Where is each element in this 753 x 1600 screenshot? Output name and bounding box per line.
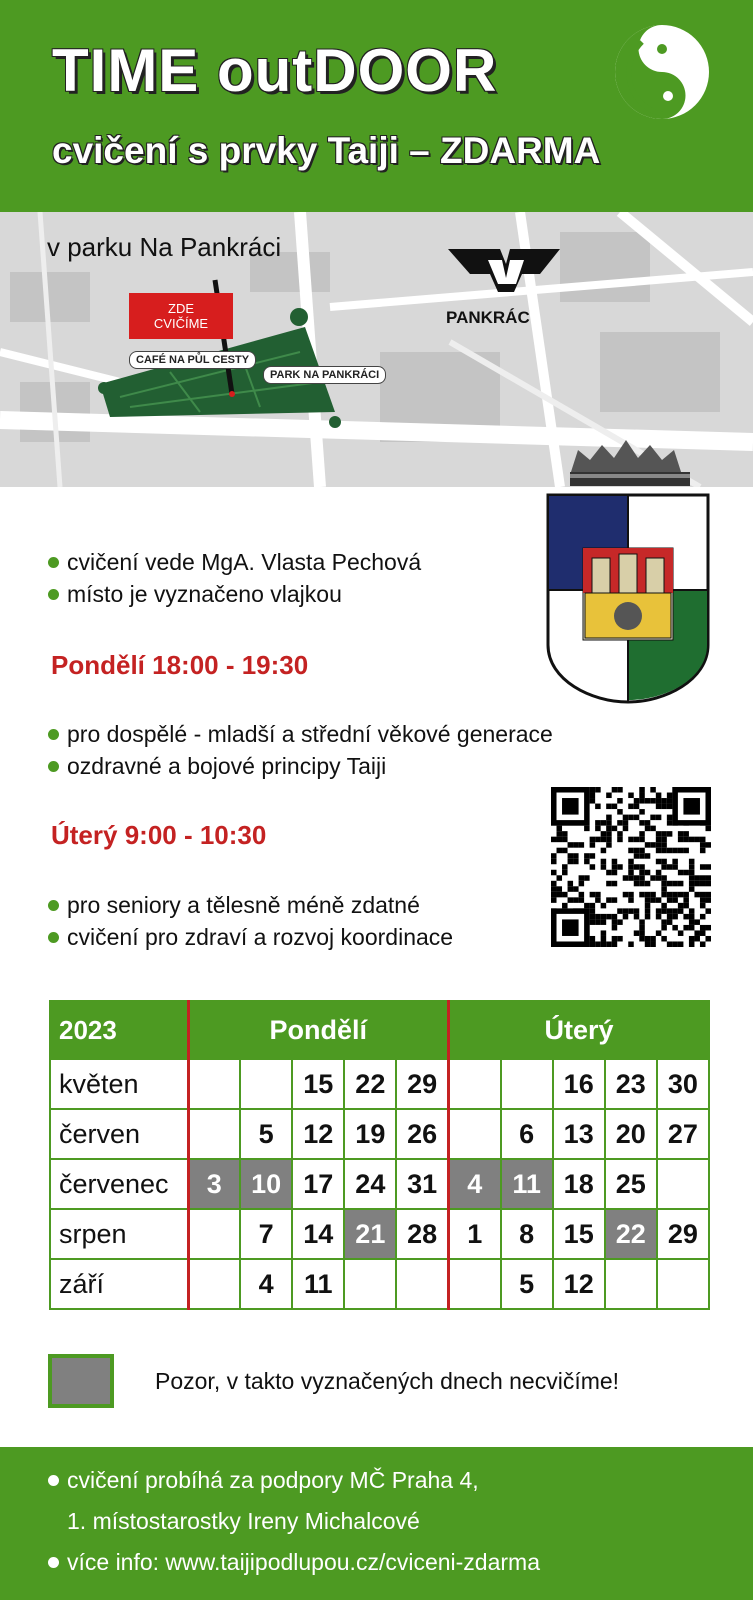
calendar-day-cell: 17 xyxy=(292,1159,344,1209)
calendar-day-cell: 22 xyxy=(344,1059,396,1109)
bullets-tuesday xyxy=(48,889,453,953)
calendar-day-cell: 21 xyxy=(344,1209,396,1259)
calendar-day-cell: 20 xyxy=(605,1109,657,1159)
calendar-day-cell: 18 xyxy=(553,1159,605,1209)
calendar-year: 2023 xyxy=(50,1001,188,1059)
calendar-day-cell: 30 xyxy=(657,1059,709,1109)
calendar-day-cell: 6 xyxy=(501,1109,553,1159)
table-row xyxy=(50,1059,709,1109)
bullet-dot-icon xyxy=(48,900,59,911)
footer-banner xyxy=(0,1447,753,1600)
calendar-day-cell: 24 xyxy=(344,1159,396,1209)
calendar-day-cell: 5 xyxy=(501,1259,553,1309)
table-row xyxy=(50,1209,709,1259)
calendar-day-cell: 11 xyxy=(292,1259,344,1309)
qr-code-icon[interactable] xyxy=(551,787,711,947)
calendar-day-cell: 4 xyxy=(240,1259,292,1309)
calendar-day-cell: 5 xyxy=(240,1109,292,1159)
calendar-day-cell xyxy=(605,1259,657,1309)
calendar-day-cell xyxy=(396,1259,448,1309)
park-label: PARK NA PANKRÁCI xyxy=(263,366,386,384)
bullet-dot-icon xyxy=(48,589,59,600)
bullet-dot-icon xyxy=(48,729,59,740)
list-item: místo je vyznačeno vlajkou xyxy=(48,578,421,610)
calendar-day-cell xyxy=(501,1059,553,1109)
page-title: TIME outDOOR xyxy=(52,37,498,104)
calendar-day-cell xyxy=(188,1259,240,1309)
calendar-day-cell: 29 xyxy=(396,1059,448,1109)
bullet-dot-icon xyxy=(48,1557,59,1568)
calendar-month: září xyxy=(50,1259,188,1309)
calendar-month: červen xyxy=(50,1109,188,1159)
header-banner xyxy=(0,0,753,212)
calendar-day-cell: 10 xyxy=(240,1159,292,1209)
calendar-month: květen xyxy=(50,1059,188,1109)
list-item: cvičení vede MgA. Vlasta Pechová xyxy=(48,546,421,578)
calendar-day-cell: 25 xyxy=(605,1159,657,1209)
list-item: cvičení pro zdraví a rozvoj koordinace xyxy=(48,921,453,953)
calendar-monday-header: Pondělí xyxy=(188,1001,448,1059)
metro-station-label: PANKRÁC xyxy=(446,308,530,327)
bullet-dot-icon xyxy=(48,1475,59,1486)
calendar-month: červenec xyxy=(50,1159,188,1209)
legend-gray-swatch xyxy=(48,1354,114,1408)
calendar-day-cell: 7 xyxy=(240,1209,292,1259)
calendar-day-cell xyxy=(240,1059,292,1109)
calendar-tuesday-header: Úterý xyxy=(448,1001,709,1059)
bullet-dot-icon xyxy=(48,557,59,568)
calendar-day-cell: 28 xyxy=(396,1209,448,1259)
table-row xyxy=(50,1259,709,1309)
calendar-day-cell: 12 xyxy=(553,1259,605,1309)
calendar-day-cell xyxy=(188,1209,240,1259)
calendar-day-cell: 11 xyxy=(501,1159,553,1209)
calendar-day-cell: 14 xyxy=(292,1209,344,1259)
calendar-day-cell: 8 xyxy=(501,1209,553,1259)
map-caption: v parku Na Pankráci xyxy=(47,232,282,262)
bullet-dot-icon xyxy=(48,932,59,943)
bullet-dot-icon xyxy=(48,761,59,772)
schedule-calendar xyxy=(49,1000,710,1310)
legend-text: Pozor, v takto vyznačených dnech necvičíme! xyxy=(155,1368,620,1394)
calendar-month: srpen xyxy=(50,1209,188,1259)
calendar-day-cell xyxy=(188,1109,240,1159)
list-item: ozdravné a bojové principy Taiji xyxy=(48,750,553,782)
calendar-day-cell: 26 xyxy=(396,1109,448,1159)
bullets-monday xyxy=(48,718,553,782)
calendar-day-cell: 27 xyxy=(657,1109,709,1159)
table-row xyxy=(50,1109,709,1159)
calendar-day-cell xyxy=(188,1059,240,1109)
calendar-day-cell: 12 xyxy=(292,1109,344,1159)
calendar-day-cell: 19 xyxy=(344,1109,396,1159)
list-item: pro seniory a tělesně méně zdatné xyxy=(48,889,453,921)
calendar-day-cell: 23 xyxy=(605,1059,657,1109)
footer-line-3[interactable]: více info: www.taijipodlupou.cz/cviceni-zdarma xyxy=(48,1549,540,1576)
calendar-day-cell xyxy=(448,1109,500,1159)
calendar-day-cell xyxy=(344,1259,396,1309)
calendar-day-cell: 13 xyxy=(553,1109,605,1159)
calendar-day-cell: 16 xyxy=(553,1059,605,1109)
list-item: pro dospělé - mladší a střední věkové generace xyxy=(48,718,553,750)
cafe-label: CAFÉ NA PŮL CESTY xyxy=(129,351,256,369)
page-subtitle: cvičení s prvky Taiji – ZDARMA xyxy=(52,130,601,171)
calendar-day-cell: 3 xyxy=(188,1159,240,1209)
calendar-header-row xyxy=(50,1001,709,1059)
calendar-day-cell: 22 xyxy=(605,1209,657,1259)
calendar-day-cell: 15 xyxy=(292,1059,344,1109)
footer-line-2: 1. místostarostky Ireny Michalcové xyxy=(67,1508,420,1534)
yin-yang-logo-icon xyxy=(612,22,712,122)
calendar-day-cell xyxy=(657,1259,709,1309)
prague4-coat-of-arms-icon xyxy=(545,440,715,705)
monday-time: Pondělí 18:00 - 19:30 xyxy=(51,650,309,680)
calendar-day-cell xyxy=(448,1259,500,1309)
table-row xyxy=(50,1159,709,1209)
footer-line-1: cvičení probíhá za podpory MČ Praha 4, xyxy=(48,1467,479,1494)
calendar-day-cell: 15 xyxy=(553,1209,605,1259)
calendar-day-cell xyxy=(657,1159,709,1209)
calendar-day-cell: 31 xyxy=(396,1159,448,1209)
calendar-day-cell: 1 xyxy=(448,1209,500,1259)
tuesday-time: Úterý 9:00 - 10:30 xyxy=(51,820,267,850)
calendar-day-cell: 29 xyxy=(657,1209,709,1259)
bullets-top xyxy=(48,546,421,610)
calendar-day-cell: 4 xyxy=(448,1159,500,1209)
calendar-day-cell xyxy=(448,1059,500,1109)
flag-label: ZDE CVIČÍME xyxy=(153,301,209,331)
